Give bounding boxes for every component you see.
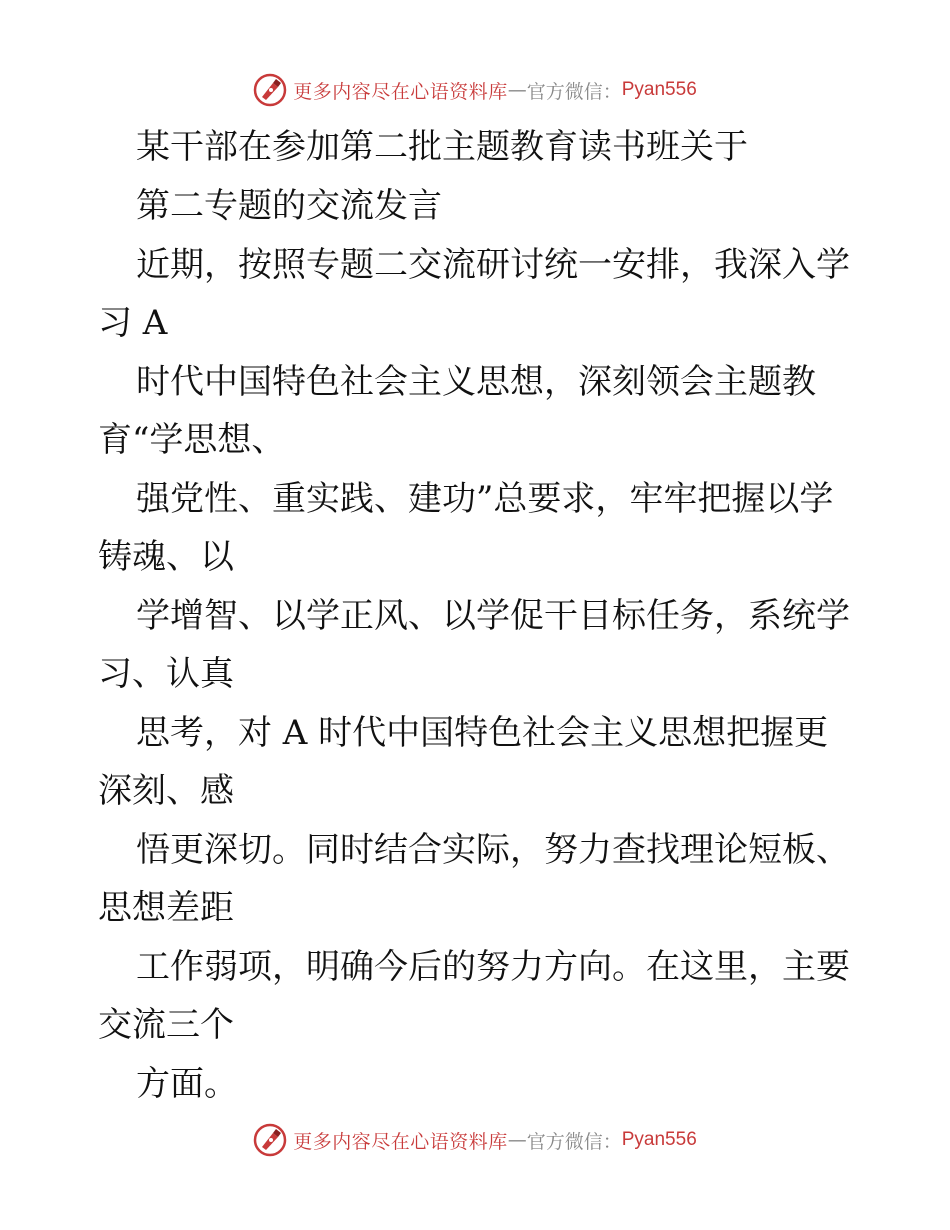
watermark-wechat-id: Pyan556 xyxy=(621,1129,697,1150)
watermark-wechat-label: 官方微信： xyxy=(526,80,622,103)
paragraph-line: 学增智、以学正风、以学促干目标任务，系统学 xyxy=(136,596,850,636)
paragraph-line: 习、认真 xyxy=(98,654,234,694)
paragraph-line: 强党性、重实践、建功”总要求，牢牢把握以学 xyxy=(136,479,834,519)
paragraph-line: 近期，按照专题二交流研讨统一安排，我深入学 xyxy=(136,245,850,285)
paragraph-line: 时代中国特色社会主义思想，深刻领会主题教 xyxy=(136,362,816,402)
pen-nib-logo-icon xyxy=(253,1123,287,1157)
paragraph-line: 深刻、感 xyxy=(98,771,234,811)
paragraph-line: 工作弱项，明确今后的努力方向。在这里，主要 xyxy=(136,947,850,987)
watermark-brand-text: 更多内容尽在心语资料库 xyxy=(293,80,508,103)
paragraph-line: 铸魂、以 xyxy=(98,537,234,577)
paragraph-line: 交流三个 xyxy=(98,1005,234,1045)
watermark-separator: — xyxy=(507,79,527,101)
document-title-line-2: 第二专题的交流发言 xyxy=(136,186,442,226)
watermark-wechat-id: Pyan556 xyxy=(621,79,697,100)
document-title-line-1: 某干部在参加第二批主题教育读书班关于 xyxy=(136,127,748,167)
paragraph-line: 方面。 xyxy=(136,1064,238,1104)
watermark-separator: — xyxy=(507,1129,527,1151)
paragraph-line: 育“学思想、 xyxy=(98,420,286,460)
header-watermark xyxy=(0,70,950,110)
footer-watermark xyxy=(0,1120,950,1160)
paragraph-line: 悟更深切。同时结合实际，努力查找理论短板、 xyxy=(136,830,850,870)
watermark-wechat-label: 官方微信： xyxy=(526,1130,622,1153)
pen-nib-logo-icon xyxy=(253,73,287,107)
paragraph-line: 思想差距 xyxy=(98,888,234,928)
paragraph-line: 习 A xyxy=(98,303,168,343)
paragraph-line: 思考，对 A 时代中国特色社会主义思想把握更 xyxy=(136,713,829,753)
watermark-brand-text: 更多内容尽在心语资料库 xyxy=(293,1130,508,1153)
